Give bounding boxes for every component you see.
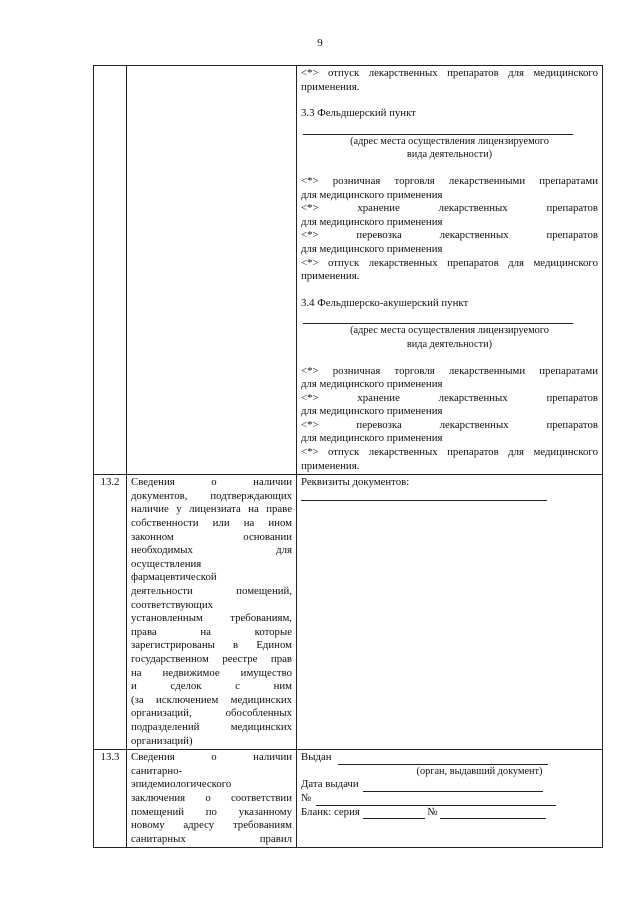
- address-caption: (адрес места осуществления лицензируемого: [350, 135, 549, 147]
- list-item: <*> розничная торговля лекарственными препаратами: [301, 174, 598, 187]
- section-title-3-3: 3.3 Фельдшерский пункт: [301, 107, 416, 120]
- row-description: [127, 750, 297, 848]
- cell-content: [297, 66, 603, 475]
- number-label: №: [301, 791, 312, 804]
- document-table: [93, 65, 603, 848]
- list-item: для медицинского применения: [301, 432, 443, 445]
- description-line: установленным требованиям,: [131, 612, 292, 625]
- list-item: <*> отпуск лекарственных препаратов для медицинского: [301, 256, 598, 269]
- list-item: для медицинского применения: [301, 378, 443, 391]
- description-line: новому адресу требованиям: [131, 819, 292, 832]
- cell-number-empty: [94, 66, 127, 475]
- description-line: организаций): [131, 734, 193, 747]
- section-title-3-4: 3.4 Фельдшерско-акушерский пункт: [301, 296, 469, 309]
- description-line: деятельности помещений,: [131, 585, 292, 597]
- description-line: Сведения о наличии: [131, 751, 292, 764]
- list-item: применения.: [301, 270, 360, 283]
- requisites-cell: [297, 475, 603, 750]
- description-line: и сделок с ним: [131, 680, 292, 693]
- description-line: организаций, обособленных: [131, 707, 292, 720]
- list-item: применения.: [301, 459, 360, 472]
- list-item: <*> хранение лекарственных препаратов: [301, 202, 598, 215]
- row-number: 13.2: [94, 475, 127, 750]
- description-line: права на которые: [131, 625, 292, 638]
- description-line: эпидемиологического: [131, 778, 232, 791]
- list-item: для медицинского применения: [301, 405, 443, 418]
- description-line: осуществления: [131, 557, 202, 570]
- description-line: фармацевтической: [131, 571, 217, 584]
- list-item: <*> перевозка лекарственных препаратов: [301, 229, 598, 242]
- description-line: заключения о соответствии: [131, 791, 292, 804]
- description-line: собственности или на ином: [131, 517, 292, 530]
- requisites-line[interactable]: [301, 500, 547, 501]
- list-item: <*> перевозка лекарственных препаратов: [301, 418, 598, 431]
- cell-description-empty: [127, 66, 297, 475]
- blank-number-field[interactable]: [440, 807, 546, 819]
- document-details-cell: [297, 750, 603, 848]
- description-line: Сведения о наличии: [131, 476, 292, 489]
- description-line: помещений по указанному: [131, 805, 292, 818]
- row-description: [127, 475, 297, 750]
- description-line: законном основании: [131, 530, 292, 543]
- table-row-13-2: [94, 475, 603, 750]
- document-number-field[interactable]: [316, 794, 556, 806]
- text-line: применения.: [301, 80, 360, 93]
- list-item: для медицинского применения: [301, 188, 443, 201]
- address-caption: вида деятельности): [406, 338, 493, 350]
- list-item: для медицинского применения: [301, 215, 443, 228]
- requisites-label: Реквизиты документов:: [301, 476, 410, 489]
- blank-number-label: №: [427, 805, 438, 818]
- description-line: соответствующих: [131, 598, 214, 611]
- description-line: подразделений медицинских: [131, 720, 292, 733]
- description-line: санитарных правил: [131, 832, 292, 845]
- description-line: зарегистрированы в Едином: [131, 639, 292, 652]
- issued-caption: (орган, выдавший документ): [416, 765, 543, 777]
- list-item: <*> хранение лекарственных препаратов: [301, 391, 598, 404]
- issued-label: Выдан: [301, 751, 332, 764]
- blank-series-field[interactable]: [363, 807, 425, 819]
- list-item: <*> отпуск лекарственных препаратов для медицинского: [301, 446, 598, 459]
- description-line: санитарно-: [131, 764, 183, 777]
- list-item: <*> розничная торговля лекарственными препаратами: [301, 364, 598, 377]
- text-line: <*> отпуск лекарственных препаратов для медицинского: [301, 67, 598, 79]
- issued-by-field[interactable]: [338, 753, 548, 765]
- list-item: для медицинского применения: [301, 242, 443, 255]
- issue-date-field[interactable]: [363, 780, 543, 792]
- address-caption: (адрес места осуществления лицензируемого: [350, 325, 549, 337]
- date-label: Дата выдачи: [301, 778, 359, 791]
- description-line: документов, подтверждающих: [131, 489, 292, 502]
- description-line: на недвижимое имущество: [131, 666, 292, 679]
- address-caption: вида деятельности): [406, 149, 493, 161]
- description-line: (за исключением медицинских: [131, 693, 292, 706]
- table-row-13-3: [94, 750, 603, 848]
- blank-series-label: Бланк: серия: [301, 805, 360, 818]
- description-line: государственном реестре прав: [131, 652, 292, 665]
- description-line: необходимых для: [131, 544, 292, 557]
- table-row-continued: [94, 66, 603, 475]
- page-number: 9: [317, 37, 323, 49]
- row-number: 13.3: [94, 750, 127, 848]
- description-line: наличие у лицензиата на праве: [131, 503, 292, 516]
